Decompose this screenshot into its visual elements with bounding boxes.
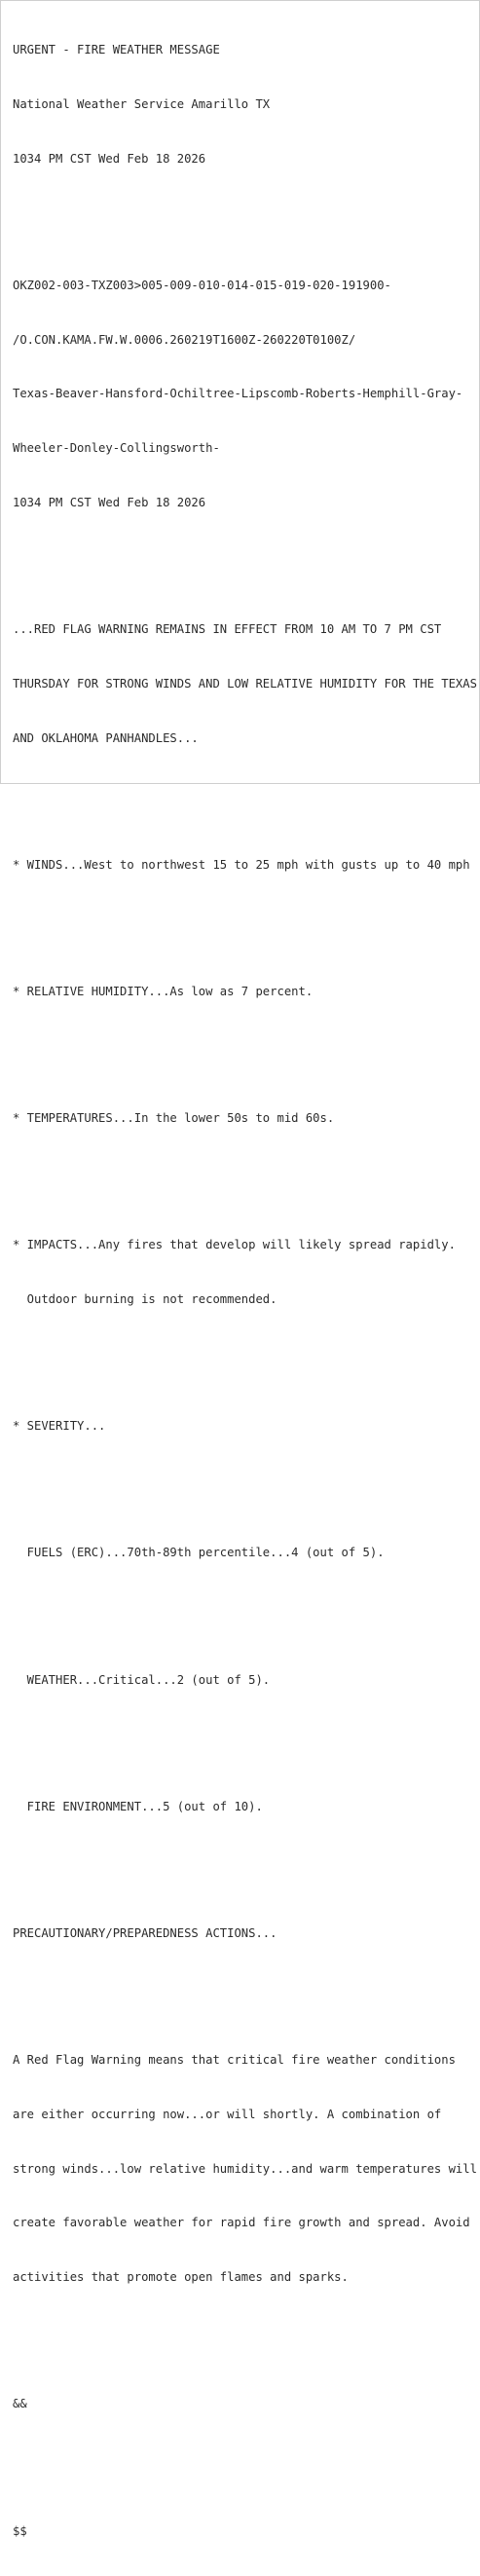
blank-line [13,2323,476,2341]
blank-line [13,1345,476,1363]
blank-line [13,1598,476,1617]
actions-line-5: activities that promote open flames and sparks. [13,2270,349,2285]
headline-line-2: THURSDAY FOR STRONG WINDS AND LOW RELATIVE HUMIDITY FOR THE TEXAS [13,676,477,691]
counties-line-2: Wheeler-Donley-Collingsworth- [13,441,220,456]
actions-line-1: A Red Flag Warning means that critical fire weather conditions [13,2053,456,2068]
counties-line-1: Texas-Beaver-Hansford-Ochiltree-Lipscomb-Roberts-Hemphill-Gray- [13,387,463,401]
zone-codes-line: OKZ002-003-TXZ003>005-009-010-014-015-019-020-191900- [13,278,391,292]
humidity-line: * RELATIVE HUMIDITY...As low as 7 percent. [13,985,314,999]
blank-line [13,784,476,803]
blank-line [13,2449,476,2468]
product-end-marker: $$ [13,2523,27,2538]
blank-line [13,205,476,223]
headline-line-3: AND OKLAHOMA PANHANDLES... [13,730,199,745]
blank-line [13,1725,476,1743]
blank-line [13,548,476,567]
actions-line-3: strong winds...low relative humidity...and warm temperatures will [13,2161,477,2176]
impacts-line-1: * IMPACTS...Any fires that develop will likely spread rapidly. [13,1238,456,1252]
blank-line [13,1979,476,1997]
actions-line-2: are either occurring now...or will shortly. A combination of [13,2107,442,2121]
temperatures-line: * TEMPERATURES...In the lower 50s to mid 60s. [13,1111,335,1126]
blank-line [13,1164,476,1182]
issue-time-line: 1034 PM CST Wed Feb 18 2026 [13,496,206,510]
blank-line [13,1037,476,1056]
header-line-3: 1034 PM CST Wed Feb 18 2026 [13,151,206,166]
headline-line-1: ...RED FLAG WARNING REMAINS IN EFFECT FROM 10 AM TO 7 PM CST [13,622,442,637]
actions-header-line: PRECAUTIONARY/PREPAREDNESS ACTIONS... [13,1925,277,1940]
fire-weather-message [13,5,476,2576]
weather-line: WEATHER...Critical...2 (out of 5). [13,1672,271,1687]
blank-line [13,1472,476,1490]
fuels-line: FUELS (ERC)...70th-89th percentile...4 (out of 5). [13,1546,385,1560]
actions-line-4: create favorable weather for rapid fire growth and spread. Avoid [13,2216,470,2230]
winds-line: * WINDS...West to northwest 15 to 25 mph with gusts up to 40 mph [13,857,470,872]
blank-line [13,1852,476,1871]
impacts-line-2: Outdoor burning is not recommended. [13,1292,277,1307]
header-line-1: URGENT - FIRE WEATHER MESSAGE [13,43,220,57]
section-end-marker: && [13,2397,27,2411]
blank-line [13,911,476,929]
header-line-2: National Weather Service Amarillo TX [13,96,271,111]
fire-environment-line: FIRE ENVIRONMENT...5 (out of 10). [13,1799,263,1813]
vtec-line: /O.CON.KAMA.FW.W.0006.260219T1600Z-260220T0100Z/ [13,332,356,347]
severity-line: * SEVERITY... [13,1419,106,1434]
